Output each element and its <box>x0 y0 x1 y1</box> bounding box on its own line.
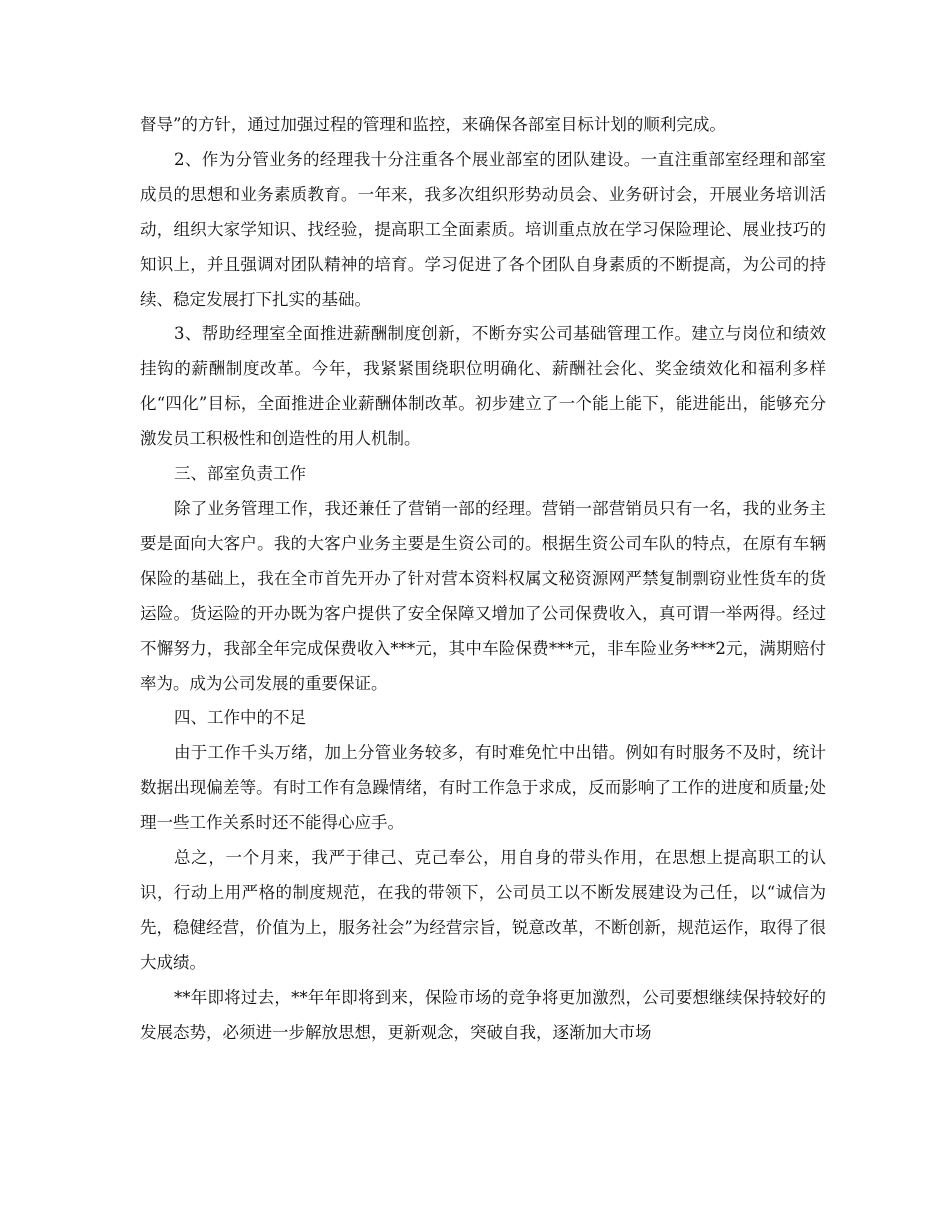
paragraph-summary: 总之，一个月来，我严于律己、克己奉公，用自身的带头作用，在思想上提高职工的认识，行动上用严格的制度规范，在我的带领下，公司员工以不断发展建设为己任，以“诚信为先，稳健经营，价值为上，服务社会”为经营宗旨，锐意改革，不断创新，规范运作，取得了很大成绩。 <box>140 848 826 972</box>
paragraph-team-building: 2、作为分管业务的经理我十分注重各个展业部室的团队建设。一直注重部室经理和部室成员的思想和业务素质教育。一年来，我多次组织形势动员会、业务研讨会，开展业务培训活动，组织大家学知识、找经验，提高职工全面素质。培训重点放在学习保险理论、展业技巧的知识上，并且强调对团队精神的培育。学习促进了各个团队自身素质的不断提高，为公司的持续、稳定发展打下扎实的基础。 <box>140 149 826 309</box>
section-heading-department-work: 三、部室负责工作 <box>174 464 306 484</box>
paragraph-shortcomings: 由于工作千头万绪，加上分管业务较多，有时难免忙中出错。例如有时服务不及时，统计数据出现偏差等。有时工作有急躁情绪，有时工作急于求成，反而影响了工作的进度和质量;处理一些工作关系时还不能得心应手。 <box>140 743 826 833</box>
paragraph-outlook: **年即将过去，**年年即将到来，保险市场的竞争将更加激烈，公司要想继续保持较好的发展态势，必须进一步解放思想，更新观念，突破自我，逐渐加大市场 <box>140 987 826 1042</box>
paragraph-continuation: 督导”的方针，通过加强过程的管理和监控，来确保各部室目标计划的顺利完成。 <box>140 115 726 134</box>
document-page <box>140 108 826 1050</box>
paragraph-salary-reform: 3、帮助经理室全面推进薪酬制度创新，不断夯实公司基础管理工作。建立与岗位和绩效挂钩的薪酬制度改革。今年，我紧紧围绕职位明确化、薪酬社会化、奖金绩效化和福利多样化“四化”目标，全面推进企业薪酬体制改革。初步建立了一个能上能下，能进能出，能够充分激发员工积极性和创造性的用人机制。 <box>140 324 826 449</box>
paragraph-marketing-department: 除了业务管理工作，我还兼任了营销一部的经理。营销一部营销员只有一名，我的业务主要是面向大客户。我的大客户业务主要是生资公司的。根据生资公司车队的特点，在原有车辆保险的基础上，我在全市首先开办了针对营本资料权属文秘资源网严禁复制剽窃业性货车的货运险。货运险的开办既为客户提供了安全保障又增加了公司保费收入，真可谓一举两得。经过不懈努力，我部全年完成保费收入***元，其中车险保费***元，非车险业务***2元，满期赔付率为。成为公司发展的重要保证。 <box>140 498 826 693</box>
section-heading-shortcomings: 四、工作中的不足 <box>174 708 306 728</box>
